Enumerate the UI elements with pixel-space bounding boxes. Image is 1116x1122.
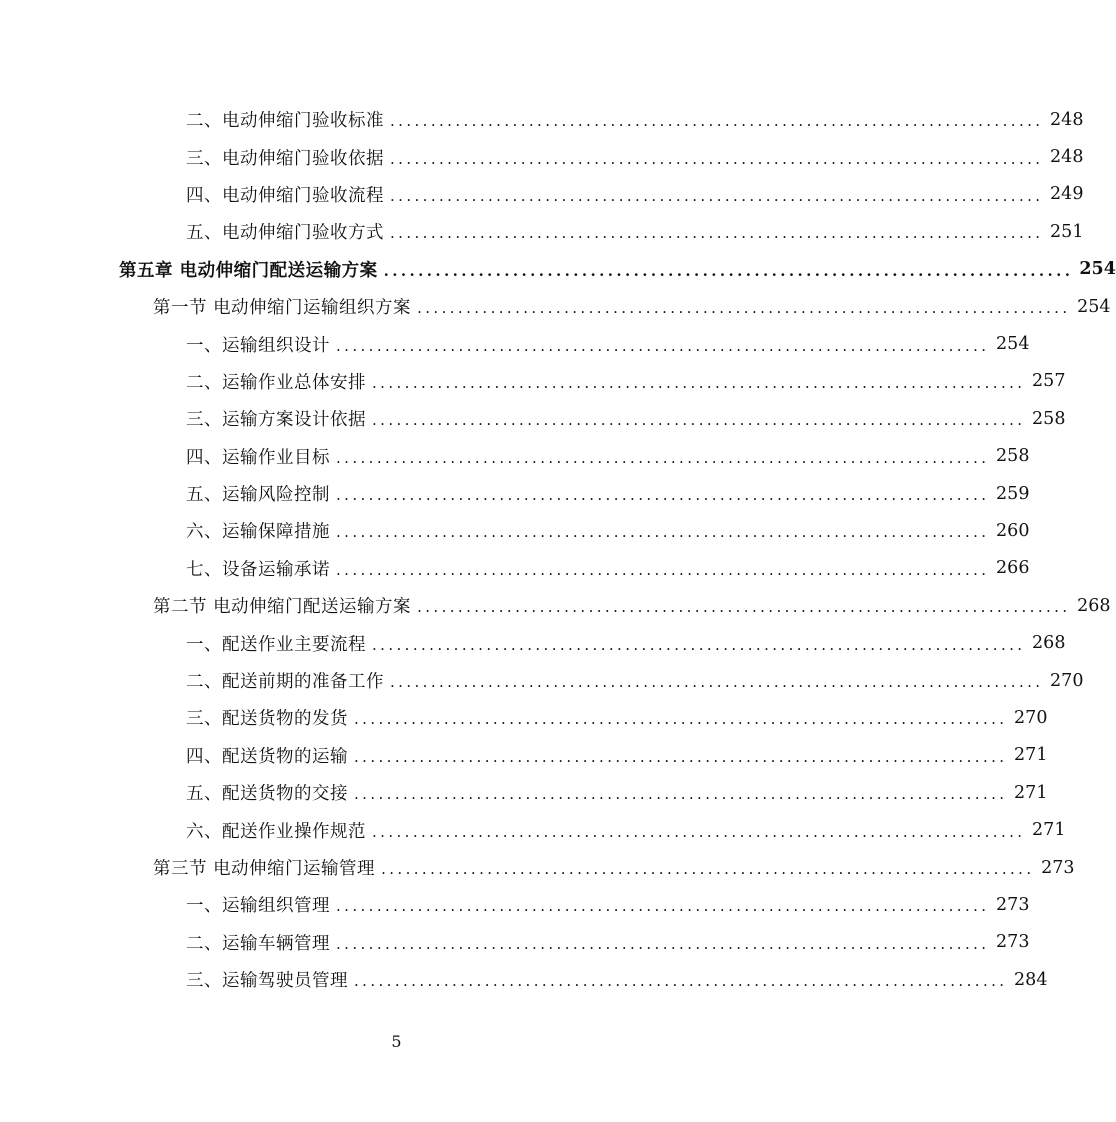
toc-entry-item[interactable] [0,774,1048,811]
toc-entry-title: 二、配送前期的准备工作 [186,672,384,693]
toc-entry-item[interactable] [0,924,1030,961]
toc-entry-title: 第二节 电动伸缩门配送运输方案 [153,597,412,618]
toc-entry-title: 四、配送货物的运输 [186,746,348,767]
toc-entry-page-number: 258 [996,446,1030,467]
toc-entry-title: 四、电动伸缩门验收流程 [186,185,384,206]
toc-entry-page-number: 273 [1041,857,1075,878]
toc-entry-title: 六、配送作业操作规范 [186,821,366,842]
toc-entry-page-number: 268 [1077,595,1111,616]
toc-entry-page-number: 259 [996,483,1030,504]
dot-leader: ................................................................................ [372,373,1026,392]
toc-entry-item[interactable] [0,138,1084,175]
toc-entry-page-number: 249 [1050,184,1084,205]
toc-entry-page-number: 248 [1050,147,1084,168]
toc-entry-title: 五、配送货物的交接 [186,784,348,805]
toc-entry-item[interactable] [0,325,1030,362]
toc-entry-item[interactable] [0,101,1084,138]
toc-entry-item[interactable] [0,699,1048,736]
toc-entry-title: 一、运输组织设计 [186,335,330,356]
toc-entry-title: 六、运输保障措施 [186,522,330,543]
toc-entry-chapter[interactable] [0,251,1116,288]
dot-leader: ................................................................................ [336,448,990,467]
toc-entry-item[interactable] [0,961,1048,998]
toc-entry-page-number: 270 [1050,670,1084,691]
toc-entry-item[interactable] [0,811,1066,848]
dot-leader: ................................................................................ [354,785,1008,804]
toc-entry-section[interactable] [0,288,1111,325]
toc-entry-page-number: 248 [1050,109,1084,130]
toc-entry-page-number: 268 [1032,633,1066,654]
toc-entry-section[interactable] [0,849,1075,886]
toc-entry-item[interactable] [0,662,1084,699]
toc-entry-page-number: 270 [1014,707,1048,728]
toc-entry-item[interactable] [0,438,1030,475]
toc-entry-title: 一、配送作业主要流程 [186,634,366,655]
dot-leader: ................................................................................ [390,224,1044,243]
dot-leader: ................................................................................ [390,186,1044,205]
toc-entry-title: 五、运输风险控制 [186,485,330,506]
dot-leader: ................................................................................ [390,673,1044,692]
toc-entry-title: 二、电动伸缩门验收标准 [186,111,384,132]
toc-entry-page-number: 258 [1032,408,1066,429]
toc-entry-page-number: 257 [1032,371,1066,392]
toc-entry-title: 四、运输作业目标 [186,447,330,468]
dot-leader: ................................................................................ [354,972,1008,991]
toc-entry-item[interactable] [0,400,1066,437]
toc-entry-title: 三、运输方案设计依据 [186,410,366,431]
dot-leader: ................................................................................ [372,635,1026,654]
dot-leader: ................................................................................ [354,710,1008,729]
page-number: 5 [391,1032,402,1051]
toc-entry-page-number: 254 [1077,296,1111,317]
toc-entry-page-number: 273 [996,932,1030,953]
dot-leader: ................................................................................ [417,299,1071,318]
dot-leader: ................................................................................ [336,486,990,505]
toc-entry-title: 二、运输车辆管理 [186,933,330,954]
toc-entry-title: 第五章 电动伸缩门配送运输方案 [119,260,378,281]
toc-entry-title: 二、运输作业总体安排 [186,372,366,393]
toc-entry-item[interactable] [0,886,1030,923]
dot-leader: ................................................................................ [390,112,1044,131]
dot-leader: ................................................................................ [372,822,1026,841]
dot-leader: ................................................................................ [417,598,1071,617]
toc-entry-page-number: 254 [1079,259,1116,280]
toc-entry-page-number: 271 [1014,745,1048,766]
toc-entry-item[interactable] [0,512,1030,549]
toc-entry-item[interactable] [0,475,1030,512]
dot-leader: ................................................................................ [372,411,1026,430]
toc-entry-title: 三、电动伸缩门验收依据 [186,148,384,169]
toc-entry-page-number: 271 [1032,820,1066,841]
toc-entry-title: 三、运输驾驶员管理 [186,971,348,992]
toc-entry-page-number: 260 [996,520,1030,541]
dot-leader: ................................................................................ [336,523,990,542]
dot-leader: ................................................................................ [336,560,990,579]
toc-entry-title: 第一节 电动伸缩门运输组织方案 [153,298,412,319]
toc-entry-page-number: 271 [1014,782,1048,803]
toc-entry-title: 五、电动伸缩门验收方式 [186,223,384,244]
dot-leader: ................................................................................ [336,934,990,953]
toc-entry-item[interactable] [0,213,1084,250]
dot-leader: ................................................................................ [336,897,990,916]
dot-leader: ................................................................................ [354,747,1008,766]
dot-leader: ................................................................................ [383,261,1074,280]
toc-entry-page-number: 254 [996,334,1030,355]
dot-leader: ................................................................................ [336,336,990,355]
toc-entry-item[interactable] [0,176,1084,213]
toc-entry-title: 三、配送货物的发货 [186,709,348,730]
toc-entry-item[interactable] [0,550,1030,587]
toc-entry-item[interactable] [0,363,1066,400]
dot-leader: ................................................................................ [381,860,1035,878]
toc-entry-page-number: 251 [1050,221,1084,242]
toc-entry-item[interactable] [0,737,1048,774]
toc-entry-section[interactable] [0,587,1111,624]
toc-entry-page-number: 284 [1014,969,1048,990]
toc-entry-title: 第三节 电动伸缩门运输管理 [153,859,376,879]
toc-entry-item[interactable] [0,624,1066,661]
toc-entry-page-number: 266 [996,558,1030,579]
toc-entry-title: 一、运输组织管理 [186,896,330,917]
table-of-contents [0,101,1116,998]
dot-leader: ................................................................................ [390,149,1044,168]
toc-entry-page-number: 273 [996,894,1030,915]
toc-entry-title: 七、设备运输承诺 [186,559,330,580]
